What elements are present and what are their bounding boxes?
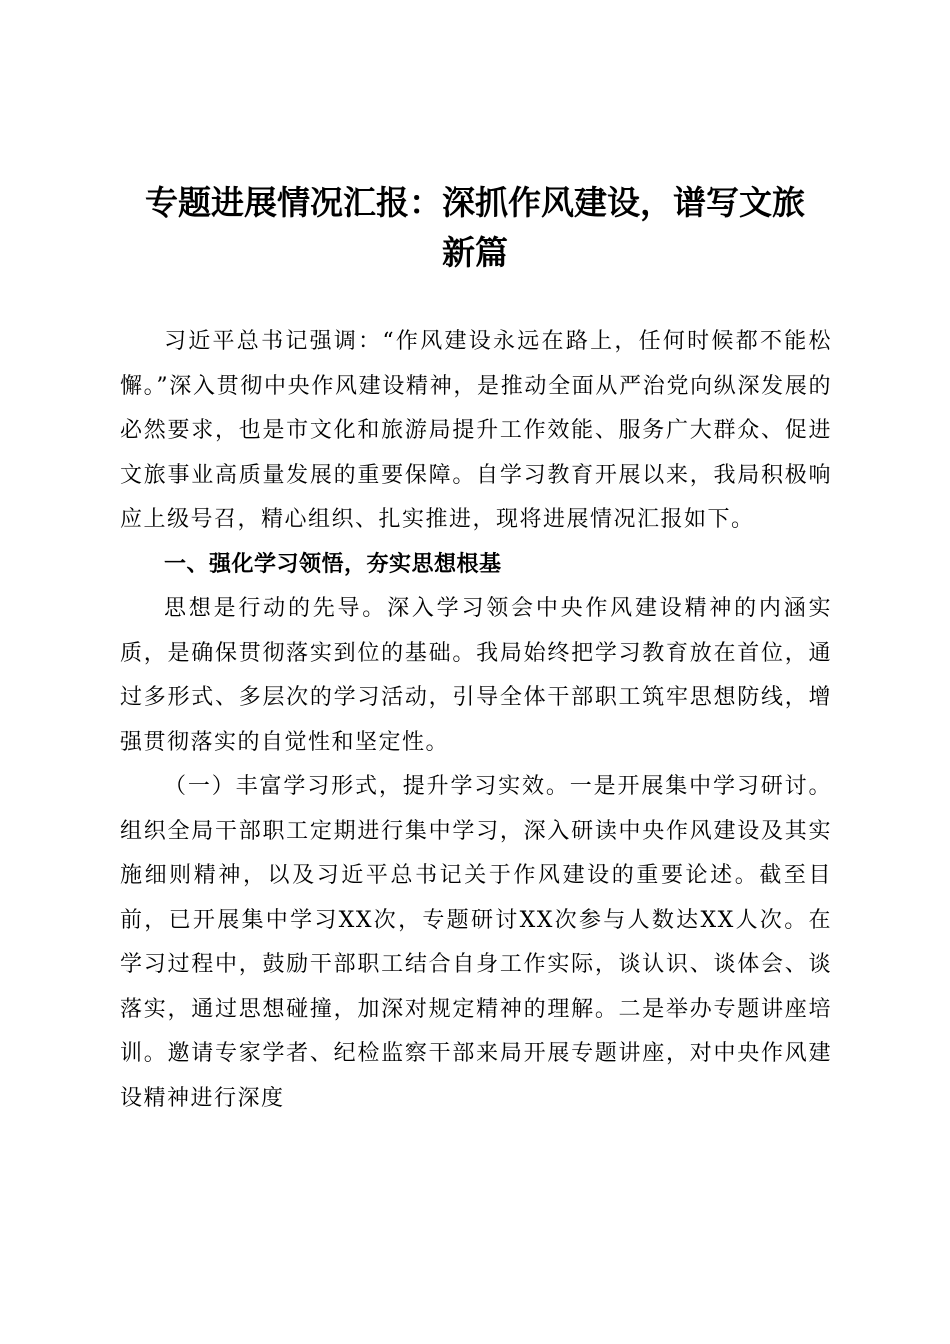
document-body: [120, 320, 832, 1121]
subsection-1-paragraph: （一）丰富学习形式，提升学习实效。一是开展集中学习研讨。组织全局干部职工定期进行集中学习，深入研读中央作风建设及其实施细则精神，以及习近平总书记关于作风建设的重要论述。截至目前，已开展集中学习XX次，专题研讨XX次参与人数达XX人次。在学习过程中，鼓励干部职工结合自身工作实际，谈认识、谈体会、谈落实，通过思想碰撞，加深对规定精神的理解。二是举办专题讲座培训。邀请专家学者、纪检监察干部来局开展专题讲座，对中央作风建设精神进行深度: [120, 774, 832, 1111]
document-title: [110, 178, 840, 278]
section-1-paragraph: 思想是行动的先导。深入学习领会中央作风建设精神的内涵实质，是确保贯彻落实到位的基础。我局始终把学习教育放在首位，通过多形式、多层次的学习活动，引导全体干部职工筑牢思想防线，增强贯彻落实的自觉性和坚定性。: [120, 596, 832, 755]
title-line-2: 新篇: [442, 233, 508, 272]
title-line-1: 专题进展情况汇报：深抓作风建设，谱写文旅: [145, 183, 805, 222]
intro-paragraph: 习近平总书记强调：“作风建设永远在路上，任何时候都不能松懈。”深入贯彻中央作风建设精神，是推动全面从严治党向纵深发展的必然要求，也是市文化和旅游局提升工作效能、服务广大群众、促进文旅事业高质量发展的重要保障。自学习教育开展以来，我局积极响应上级号召，精心组织、扎实推进，现将进展情况汇报如下。: [120, 329, 832, 532]
section-heading-1: 一、强化学习领悟，夯实思想根基: [164, 551, 502, 577]
